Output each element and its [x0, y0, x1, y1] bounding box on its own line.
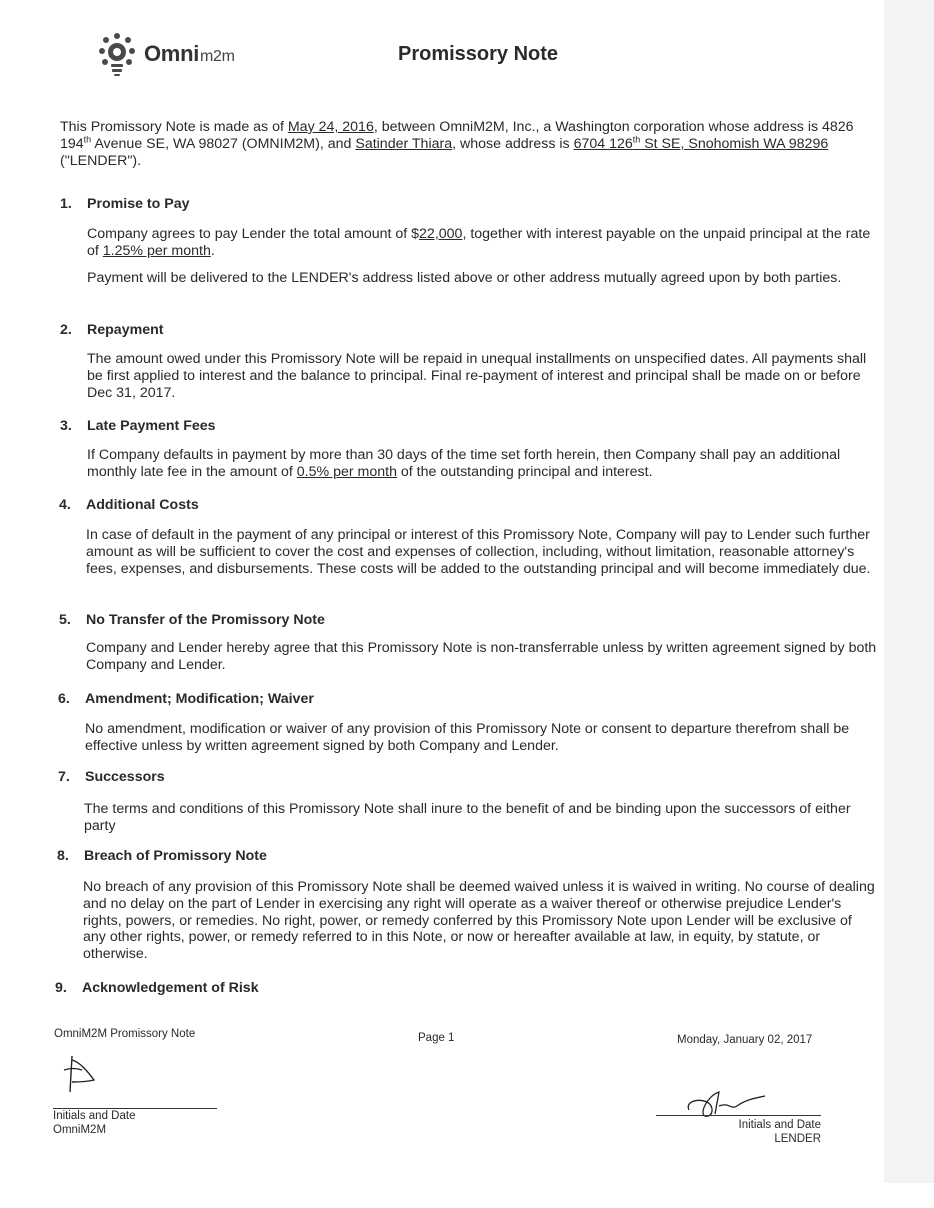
- section-8-paragraph: No breach of any provision of this Promissory Note shall be deemed waived unless it is waived in writing. No course of dealing and no delay on the part of Lender in exercising any right will operate as a waiver thereof or otherwise prejudice Lender's rights, powers, or remedies. No right, power, or remedy conferred by this Promissory Note upon Lender will be exclusive of any other rights, power, or remedy referred to in this Note, or now or hereafter available at law, in equity, by statute, or otherwise.: [83, 879, 875, 963]
- section-6-heading: 6. Amendment; Modification; Waiver: [58, 691, 314, 707]
- omnim2m-party-label: OmniM2M: [53, 1124, 107, 1136]
- section-2-paragraph: The amount owed under this Promissory Note will be repaid in unequal installments on unspecified dates. All payments shall be first applied to interest and the balance to principal. Final re-payment of interest and principal shall be made on or before Dec 31, 2017.: [87, 351, 867, 401]
- section-4-paragraph: In case of default in the payment of any principal or interest of this Promissory Note, Company will pay to Lender such further amount as will be sufficient to cover the cost and expenses of collection, including, without limitation, reasonable attorney's fees, expenses, and disbursements. These costs will be added to the outstanding principal and will become immediately due.: [86, 527, 871, 577]
- lender-initials-block: [700, 1118, 821, 1146]
- late-fee-rate: 0.5% per month: [296, 463, 397, 480]
- document-title: Promissory Note: [398, 43, 559, 65]
- section-1-paragraph-2: Payment will be delivered to the LENDER's address listed above or other address mutually agreed upon by both parties.: [87, 270, 842, 286]
- section-7-heading: 7. Successors: [58, 769, 165, 785]
- scan-margin-right: [884, 0, 934, 1183]
- lender-name: Satinder Thiara: [355, 136, 453, 152]
- lender-address: 6704 126th St SE, Snohomish WA 98296: [573, 134, 829, 152]
- scan-margin-bottom: [0, 1183, 934, 1208]
- lender-signature-line: [656, 1115, 821, 1116]
- lender-party-label: LENDER: [774, 1133, 821, 1145]
- footer-document-name: OmniM2M Promissory Note: [54, 1028, 196, 1040]
- omnim2m-initials-label: Initials and Date: [53, 1110, 136, 1122]
- loan-amount: 22,000: [419, 226, 463, 242]
- lender-initials-signature: [685, 1088, 770, 1122]
- footer-page-number: Page 1: [418, 1032, 455, 1044]
- intro-paragraph: This Promissory Note is made as of May 24, 2016, between OmniM2M, Inc., a Washington corporation whose address is 4826 194th Avenue SE, WA 98027 (OMNIM2M), and Satinder Thiara, whose address is 6704 126th St SE, Snohomish WA 98296 ("LENDER").: [60, 119, 854, 169]
- lender-initials-label: Initials and Date: [738, 1119, 821, 1131]
- section-5-heading: 5. No Transfer of the Promissory Note: [59, 612, 325, 628]
- section-2-heading: 2. Repayment: [60, 322, 164, 338]
- omni-logo-icon: [94, 30, 140, 78]
- section-3-paragraph: If Company defaults in payment by more than 30 days of the time set forth herein, then Company shall pay an additional monthly late fee in the amount of 0.5% per month of the outstanding principal and interest.: [87, 447, 841, 480]
- section-4-heading: 4. Additional Costs: [59, 497, 199, 513]
- omnim2m-initials-signature: [60, 1052, 100, 1096]
- interest-rate: 1.25% per month: [102, 242, 211, 259]
- footer-date: Monday, January 02, 2017: [677, 1034, 813, 1046]
- company-logo: [94, 30, 235, 78]
- section-9-heading: 9. Acknowledgement of Risk: [55, 980, 259, 996]
- section-1-paragraph-1: Company agrees to pay Lender the total amount of $22,000, together with interest payable on the unpaid principal at the rate of 1.25% per month.: [87, 226, 871, 259]
- section-7-paragraph: The terms and conditions of this Promissory Note shall inure to the benefit of and be binding upon the successors of either party: [84, 801, 851, 834]
- note-date: May 24, 2016: [287, 119, 374, 135]
- section-6-paragraph: No amendment, modification or waiver of any provision of this Promissory Note or consent to departure therefrom shall be effective unless by written agreement signed by both Company and Lender.: [85, 721, 850, 754]
- section-3-heading: 3. Late Payment Fees: [60, 418, 216, 434]
- section-8-heading: 8. Breach of Promissory Note: [57, 848, 267, 864]
- section-1-heading: 1. Promise to Pay: [60, 196, 190, 212]
- logo-wordmark: Omnim2m: [144, 41, 235, 66]
- section-5-paragraph: Company and Lender hereby agree that this Promissory Note is non-transferrable unless by written agreement signed by both Company and Lender.: [86, 640, 877, 673]
- omnim2m-initials-block: [53, 1109, 135, 1137]
